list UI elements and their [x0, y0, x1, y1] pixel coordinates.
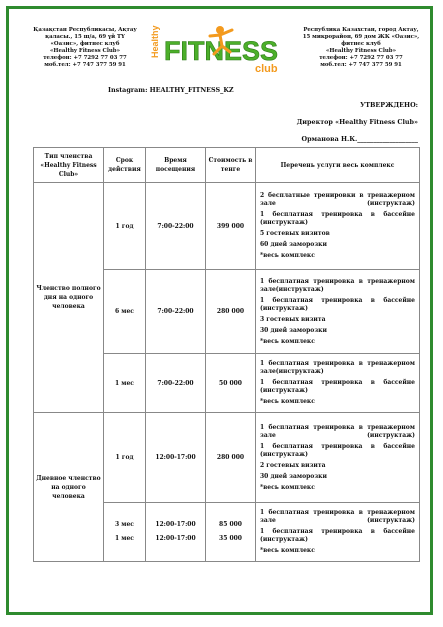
price-cell: 280 000: [206, 413, 256, 503]
service-item: 1 бесплатная тренировка в бассейне (инструктаж): [260, 379, 415, 394]
approval-director: Директор «Healthy Fitness Club»: [296, 118, 418, 126]
header-left-line: «Оазис», фитнес клуб: [50, 41, 120, 47]
logo-club-text: club: [255, 63, 278, 75]
header-left-line: моб.тел: +7 747 377 59 91: [44, 62, 126, 68]
time-1-month: 12:00-17:00: [155, 535, 196, 542]
price-3-months: 85 000: [219, 521, 242, 528]
time-cell: 7:00-22:00: [146, 354, 206, 413]
logo-healthy-text: Healthy: [150, 25, 160, 58]
header-right-line: 15 микрорайон, 69 дом ЖК «Оазис»,: [302, 34, 420, 40]
price-cell: 399 000: [206, 183, 256, 270]
term-cell: 6 мес: [104, 270, 146, 354]
header-right-line: телефон: +7 7292 77 03 77: [319, 55, 403, 61]
service-item: *весь комплекс: [260, 252, 315, 259]
term-3-months: 3 мес: [115, 521, 134, 528]
services-cell: [256, 354, 420, 413]
service-item: 1 бесплатная тренировка в тренажерном зале(инструктаж): [260, 277, 415, 293]
price-1-month: 35 000: [219, 535, 242, 542]
service-item: 1 бесплатная тренировка в бассейне (инструктаж): [260, 528, 415, 543]
header-right-line: Республика Казахстан, город Актау,: [303, 27, 419, 33]
price-cell: [206, 503, 256, 562]
term-1-month: 1 мес: [115, 535, 134, 542]
services-cell: [256, 503, 420, 562]
services-cell: [256, 270, 420, 354]
table-row: [34, 413, 420, 503]
time-3-months: 12:00-17:00: [155, 521, 196, 528]
service-item: 30 дней заморозки: [260, 472, 327, 480]
approval-title: УТВЕРЖДЕНО:: [360, 101, 418, 109]
service-item: 3 гостевых визита: [260, 315, 326, 323]
term-cell: 1 год: [104, 413, 146, 503]
approval-block: [297, 97, 418, 148]
header-services: Перечень услуги весь комплекс: [256, 148, 420, 183]
service-item: *весь комплекс: [260, 483, 315, 491]
header-right-line: фитнес клуб: [341, 41, 381, 47]
service-item: *весь комплекс: [260, 337, 315, 345]
header-price: Стоимость в тенге: [206, 148, 256, 183]
membership-price-table: [33, 147, 420, 562]
term-cell: [104, 503, 146, 562]
instagram-handle: Instagram: HEALTHY_FITNESS_KZ: [108, 86, 234, 94]
service-item: 5 гостевых визитов: [260, 230, 330, 237]
service-item: 2 бесплатные тренировки в тренажерном зале (инструктаж): [260, 192, 415, 207]
header-right-russian: [302, 27, 420, 69]
service-item: 2 гостевых визита: [260, 461, 326, 469]
header-left-line: «Healthy Fitness Club»: [50, 48, 120, 54]
approval-signature-line: Орманова Н.К.___________________: [301, 135, 418, 143]
service-item: 1 бесплатная тренировка в тренажерном зале (инструктаж): [260, 423, 415, 439]
header-right-line: моб.тел: +7 747 377 59 91: [320, 62, 402, 68]
header-right-line: «Healthy Fitness Club»: [326, 48, 396, 54]
logo-fitness-text: FITNESS: [164, 36, 279, 66]
service-item: 1 бесплатная тренировка в тренажерном зале(инструктаж): [260, 360, 415, 375]
price-cell: 280 000: [206, 270, 256, 354]
service-item: 60 дней заморозки: [260, 241, 327, 248]
header-membership-type: Тип членства «Healthy Fitness Club»: [34, 148, 104, 183]
service-item: *весь комплекс: [260, 547, 315, 554]
services-cell: [256, 183, 420, 270]
service-item: 1 бесплатная тренировка в бассейне (инструктаж): [260, 211, 415, 226]
service-item: *весь комплекс: [260, 398, 315, 405]
header-left-kazakh: [30, 27, 140, 69]
service-item: 1 бесплатная тренировка в бассейне (инструктаж): [260, 296, 415, 312]
service-item: 1 бесплатная тренировка в тренажерном зале (инструктаж): [260, 509, 415, 524]
time-cell: 7:00-22:00: [146, 183, 206, 270]
membership-type-daytime: Дневное членство на одного человека: [34, 413, 104, 562]
header-left-line: телефон: +7 7292 77 03 77: [43, 55, 127, 61]
term-cell: 1 мес: [104, 354, 146, 413]
header-visit-time: Время посещения: [146, 148, 206, 183]
services-cell: [256, 413, 420, 503]
service-item: 1 бесплатная тренировка в бассейне (инструктаж): [260, 442, 415, 458]
time-cell: [146, 503, 206, 562]
header-left-line: қаласы., 15 ш/а, 69 үй ТҮ: [45, 34, 125, 40]
term-cell: 1 год: [104, 183, 146, 270]
healthy-fitness-club-logo: [150, 18, 290, 78]
membership-type-full-day: Членство полного дня на одного человека: [34, 183, 104, 413]
service-item: 30 дней заморозки: [260, 326, 327, 334]
time-cell: 12:00-17:00: [146, 413, 206, 503]
header-left-line: Қазақстан Республикасы, Ақтау: [33, 27, 137, 33]
price-cell: 50 000: [206, 354, 256, 413]
table-row: [34, 183, 420, 270]
time-cell: 7:00-22:00: [146, 270, 206, 354]
header-term: Срок действия: [104, 148, 146, 183]
table-header-row: [34, 148, 420, 183]
